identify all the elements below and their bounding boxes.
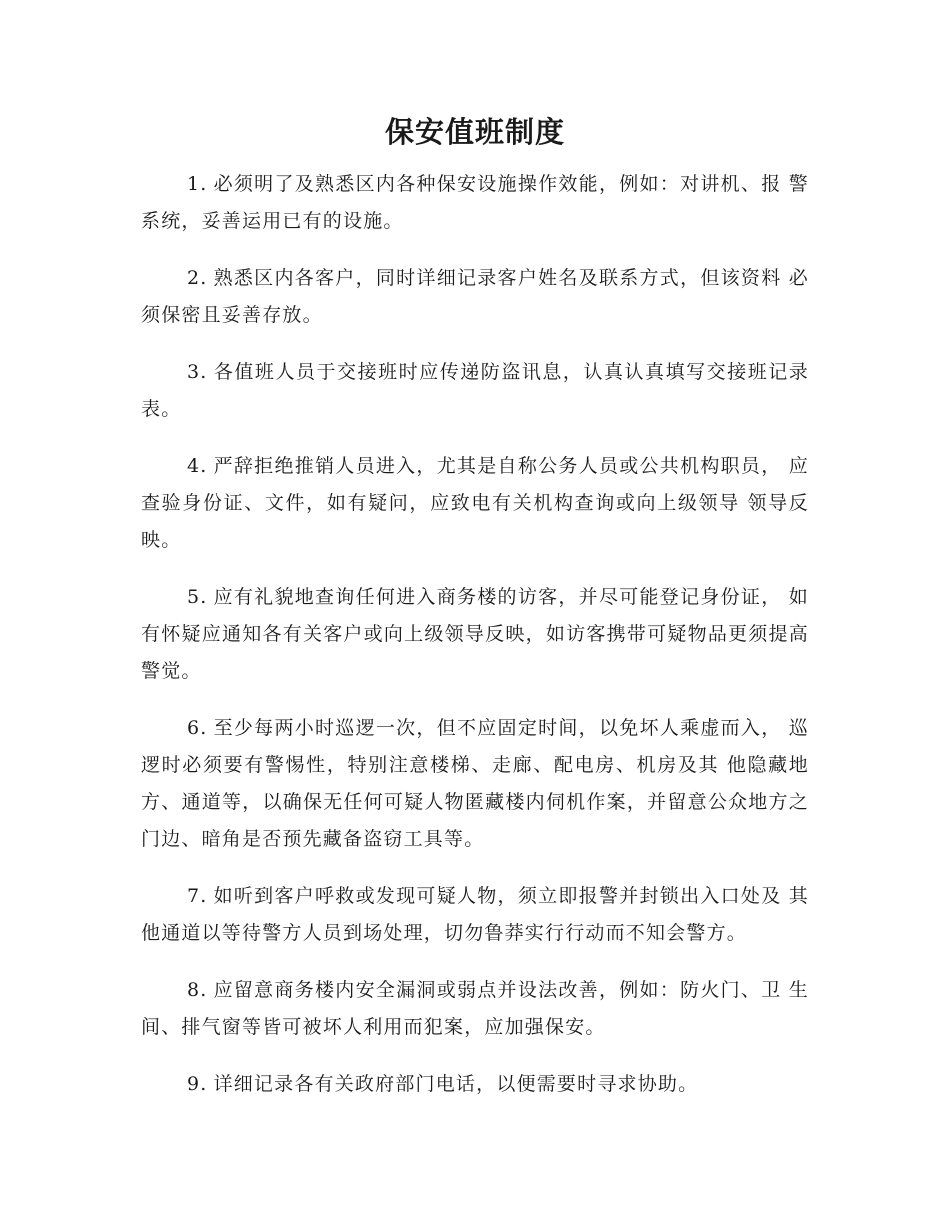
item-text: 严辞拒绝推销人员进入，尤其是自称公务人员或公共机构职员， 应查验身份证、文件，如有疑问，应致电有关机构查询或向上级领导 领导反映。	[141, 455, 809, 551]
item-text: 至少每两小时巡逻一次，但不应固定时间，以免坏人乘虚而入， 巡逻时必须要有警惕性，特别注意楼梯、走廊、配电房、机房及其 他隐藏地方、通道等，以确保无任何可疑人物匿藏楼内伺机作案，并留意公众地方之门边、暗角是否预先藏备盗窃工具等。	[141, 717, 809, 850]
item-number: 1.	[187, 173, 208, 195]
paragraph-3	[141, 354, 809, 428]
paragraph-6	[141, 710, 809, 858]
item-number: 4.	[187, 455, 208, 477]
item-number: 9.	[187, 1073, 208, 1095]
item-text: 熟悉区内各客户，同时详细记录客户姓名及联系方式，但该资料 必须保密且妥善存放。	[141, 267, 809, 326]
item-text: 应留意商务楼内安全漏洞或弱点并设法改善，例如：防火门、卫 生间、排气窗等皆可被坏人利用而犯案，应加强保安。	[141, 979, 809, 1038]
document-title: 保安值班制度	[384, 115, 565, 149]
item-text: 如听到客户呼救或发现可疑人物，须立即报警并封锁出入口处及 其他通道以等待警方人员到场处理，切勿鲁莽实行行动而不知会警方。	[141, 885, 809, 944]
paragraph-9	[141, 1066, 809, 1103]
item-number: 2.	[187, 267, 208, 289]
item-number: 5.	[187, 586, 208, 608]
document-body	[141, 166, 809, 1123]
item-number: 7.	[187, 885, 208, 907]
paragraph-5	[141, 579, 809, 690]
item-text: 必须明了及熟悉区内各种保安设施操作效能，例如：对讲机、报 警系统，妥善运用已有的设施。	[141, 173, 809, 232]
paragraph-8	[141, 972, 809, 1046]
item-number: 8.	[187, 979, 208, 1001]
paragraph-2	[141, 260, 809, 334]
paragraph-7	[141, 878, 809, 952]
item-text: 各值班人员于交接班时应传递防盗讯息，认真认真填写交接班记录表。	[141, 361, 809, 420]
paragraph-4	[141, 448, 809, 559]
item-number: 3.	[187, 361, 208, 383]
item-number: 6.	[187, 717, 208, 739]
item-text: 详细记录各有关政府部门电话，以便需要时寻求协助。	[213, 1073, 699, 1095]
item-text: 应有礼貌地查询任何进入商务楼的访客，并尽可能登记身份证， 如有怀疑应通知各有关客户或向上级领导反映，如访客携带可疑物品更须提高警觉。	[141, 586, 809, 682]
paragraph-1	[141, 166, 809, 240]
